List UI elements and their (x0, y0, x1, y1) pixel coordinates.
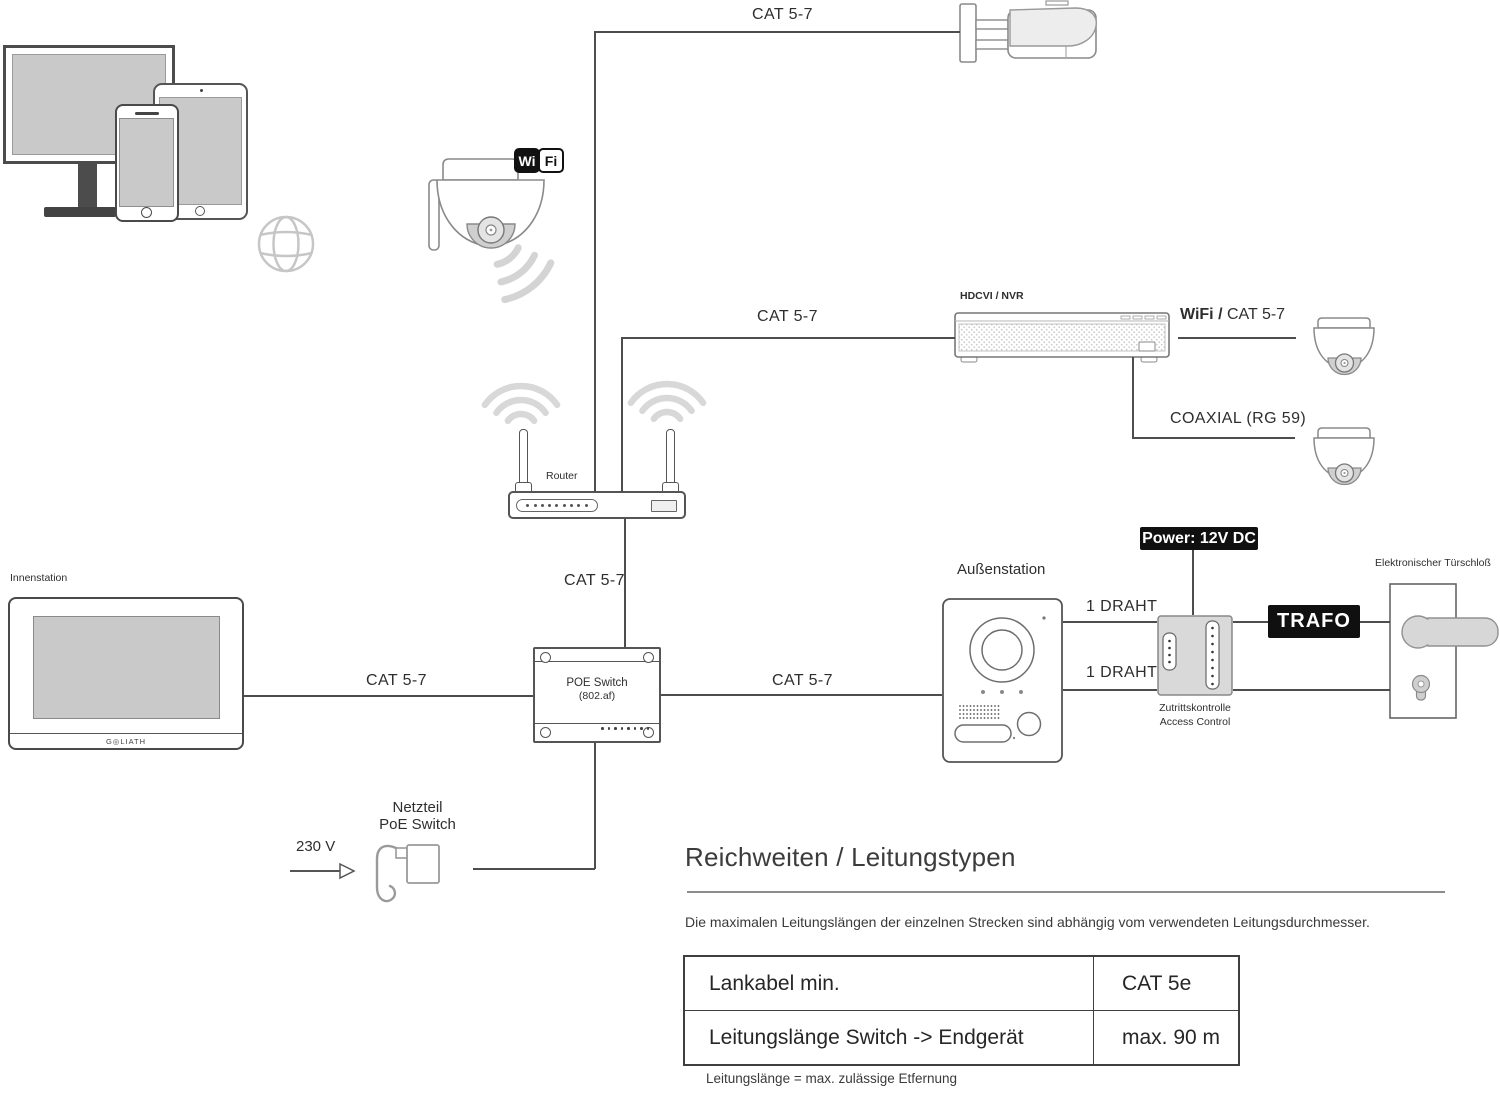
line-access-to-trafo (1233, 621, 1268, 623)
door-lock-icon (1386, 580, 1500, 722)
nvr-label: HDCVI / NVR (960, 290, 1024, 302)
phone-screen (119, 118, 174, 207)
phone-speaker (135, 112, 159, 115)
wifi-waves-right (625, 370, 709, 432)
router-label: Router (546, 470, 578, 482)
wifi-badge-wi: Wi (514, 148, 540, 173)
mains-arrow-icon (288, 858, 358, 882)
dome-camera-1-icon (1304, 316, 1384, 390)
access-control-label: Zutrittskontrolle Access Control (1159, 702, 1231, 728)
router-icon (508, 491, 686, 519)
access-control-icon (1157, 615, 1233, 696)
wifi-badge-fi: Fi (538, 148, 564, 173)
section-divider (687, 891, 1445, 893)
indoor-station-divider (10, 733, 242, 734)
door-lock-label: Elektronischer Türschloß (1375, 557, 1491, 569)
line-trafo-to-lock (1360, 621, 1390, 623)
draht-label-bottom: 1 DRAHT (1086, 664, 1158, 681)
draht-label-top: 1 DRAHT (1086, 598, 1158, 615)
mains-voltage-label: 230 V (296, 838, 336, 855)
cable-label-nvr-wifi: WiFi / CAT 5-7 (1180, 306, 1286, 323)
tablet-camera-dot (200, 89, 203, 92)
cable-label-indoor: CAT 5-7 (366, 672, 427, 689)
line-top-camera (594, 31, 960, 33)
dome-camera-2-icon (1304, 426, 1384, 500)
wifi-waves-left (479, 372, 563, 434)
phone-home-button (141, 207, 152, 218)
table-cell-value: max. 90 m (1093, 1011, 1238, 1065)
line-draht-bottom (1063, 689, 1157, 691)
line-switch-to-psu-vert (594, 743, 596, 869)
poe-switch-name: POE Switch (566, 677, 628, 689)
line-switch-to-doorstation (661, 694, 942, 696)
globe-icon (256, 214, 316, 274)
table-cell-label: Leitungslänge Switch -> Endgerät (709, 1026, 1024, 1049)
cable-label-router-switch: CAT 5-7 (564, 572, 625, 589)
line-access-to-lock (1233, 689, 1390, 691)
monitor-stand (78, 163, 97, 210)
wifi-badge (514, 148, 564, 173)
cable-label-top: CAT 5-7 (752, 6, 813, 23)
indoor-station-label: Innenstation (10, 572, 68, 584)
poe-switch-icon (533, 647, 661, 743)
trafo-badge: TRAFO (1268, 605, 1360, 638)
bullet-camera-icon (948, 0, 1108, 70)
table-cell-label: Lankabel min. (709, 971, 840, 995)
psu-label: Netzteil PoE Switch (379, 799, 456, 834)
line-nvr-coax-vert (1132, 357, 1134, 439)
power-adapter-icon (372, 840, 444, 906)
router-leds (516, 499, 598, 512)
table-cell-value: CAT 5e (1093, 957, 1238, 1010)
smartphone-icon (115, 104, 179, 222)
nvr-icon (953, 311, 1173, 365)
table-row (685, 1011, 1238, 1065)
cable-label-doorstation: CAT 5-7 (772, 672, 833, 689)
door-station-icon (942, 598, 1064, 764)
line-router-to-nvr (621, 337, 955, 339)
cable-label-router-nvr: CAT 5-7 (757, 308, 818, 325)
line-router-to-nvr-vert (621, 337, 623, 492)
section-description: Die maximalen Leitungslängen der einzelnen Strecken sind abhängig vom verwendeten Leitungsdurchmesser. (685, 914, 1370, 930)
door-station-label: Außenstation (957, 561, 1046, 578)
monitor-base (44, 207, 116, 217)
section-note: Leitungslänge = max. zulässige Etfernung (706, 1071, 958, 1086)
indoor-station-screen (33, 616, 220, 719)
cable-length-table (683, 955, 1240, 1066)
router-port (651, 500, 677, 512)
indoor-station-icon (8, 597, 244, 750)
door-station-call-button (1018, 713, 1041, 736)
line-nvr-coax (1132, 437, 1295, 439)
tablet-home-button (195, 206, 205, 216)
table-row (685, 957, 1238, 1011)
power-badge: Power: 12V DC (1140, 527, 1258, 550)
line-draht-top (1063, 621, 1157, 623)
section-title: Reichweiten / Leitungstypen (685, 842, 1016, 872)
line-power-to-access (1192, 550, 1194, 615)
poe-switch-standard: (802.af) (578, 690, 616, 703)
door-station-nameplate (955, 725, 1011, 742)
line-camera-to-router (594, 31, 596, 492)
cable-label-coaxial: COAXIAL (RG 59) (1170, 410, 1307, 427)
poe-switch-ports (601, 727, 649, 730)
line-indoor-to-switch (244, 695, 533, 697)
line-nvr-wifi (1178, 337, 1296, 339)
line-psu-to-switch (473, 868, 595, 870)
goliath-logo: G◎LIATH (105, 737, 147, 746)
